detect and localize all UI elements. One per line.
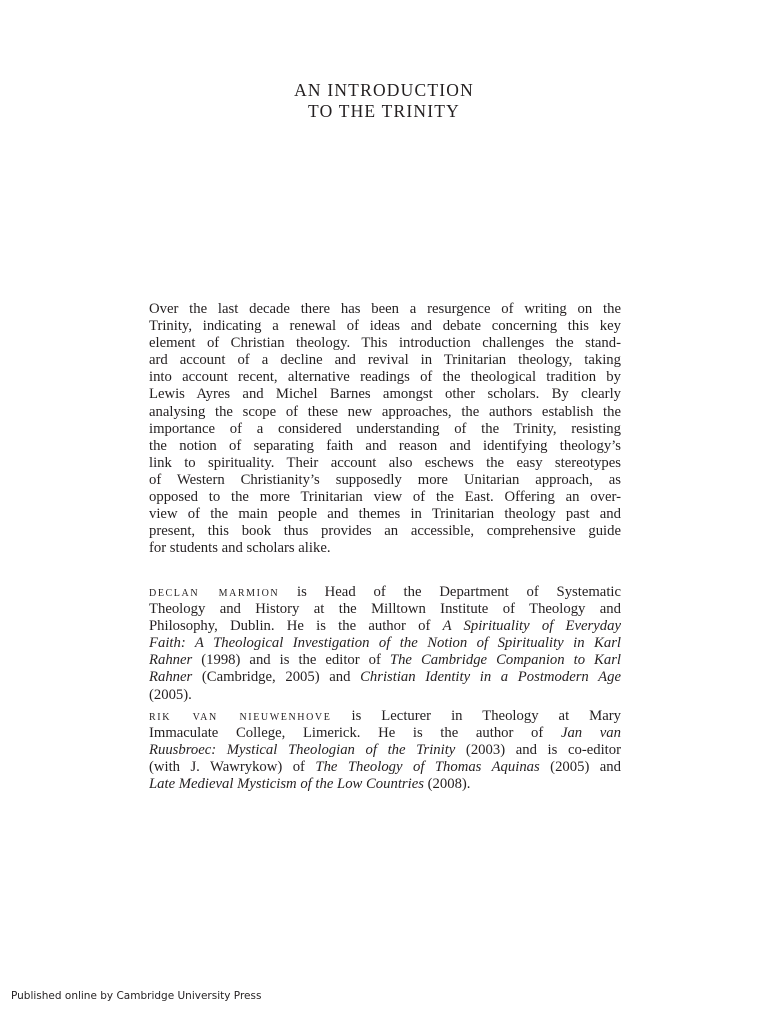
book-title-ref: Christian Identity in a Postmodern Age xyxy=(360,669,621,686)
blurb-line: present, this book thus provides an accessible, comprehensive guide xyxy=(149,523,621,540)
bio-line xyxy=(149,725,621,742)
blurb-line: Trinity, indicating a renewal of ideas and debate concerning this key xyxy=(149,318,621,335)
bio-text: Immaculate College, Limerick. He is the author of xyxy=(149,725,561,742)
book-title-line-2: TO THE TRINITY xyxy=(308,101,460,121)
bio-line xyxy=(149,742,621,759)
bio-text: (2005) and xyxy=(539,759,621,776)
publisher-footer: Published online by Cambridge University Press xyxy=(11,990,262,1002)
author-name: rik van nieuwenhove xyxy=(149,708,332,724)
bio-line xyxy=(149,669,621,686)
bio-line xyxy=(149,708,621,725)
blurb-line: view of the main people and themes in Trinitarian theology past and xyxy=(149,506,621,523)
blurb-line: ard account of a decline and revival in Trinitarian theology, taking xyxy=(149,352,621,369)
bio-line xyxy=(149,635,621,652)
bio-text: (2008). xyxy=(423,776,471,793)
blurb-line: of Western Christianity’s supposedly more Unitarian approach, as xyxy=(149,471,621,488)
bio-line xyxy=(149,776,621,793)
blurb-line: importance of a considered understanding of the Trinity, resisting xyxy=(149,420,621,437)
blurb-line: Over the last decade there has been a resurgence of writing on the xyxy=(149,301,621,317)
book-title-ref: The Cambridge Companion to Karl xyxy=(389,652,621,669)
blurb-line: Lewis Ayres and Michel Barnes amongst other scholars. By clearly xyxy=(149,386,621,403)
bio-text: (1998) and is the editor of xyxy=(192,652,390,669)
blurb-line: into account recent, alternative readings of the theological tradition by xyxy=(149,369,621,386)
bio-text: is Head of the Department of Systematic xyxy=(279,584,621,600)
bio-line xyxy=(149,584,621,601)
book-title-ref: Late Medieval Mysticism of the Low Countries xyxy=(149,776,424,793)
bio-text: (2003) and is co-editor xyxy=(455,742,621,759)
bio-text: is Lecturer in Theology at Mary xyxy=(331,708,621,724)
blurb-line: element of Christian theology. This introduction challenges the stand- xyxy=(149,335,621,352)
blurb-line: for students and scholars alike. xyxy=(149,540,331,557)
bio-line xyxy=(149,759,621,776)
book-title-ref: Jan van xyxy=(560,725,621,742)
author-bio-nieuwenhove xyxy=(149,708,621,793)
blurb-line: analysing the scope of these new approaches, the authors establish the xyxy=(149,403,621,420)
bio-line: (2005). xyxy=(149,686,192,703)
blurb-line: the notion of separating faith and reason and identifying theology’s xyxy=(149,437,621,454)
bio-line xyxy=(149,618,621,635)
bio-line xyxy=(149,652,621,669)
author-name: declan marmion xyxy=(149,584,280,600)
book-title-ref: The Theology of Thomas Aquinas xyxy=(315,759,540,776)
bio-text: (Cambridge, 2005) and xyxy=(192,669,361,686)
blurb-line: opposed to the more Trinitarian view of the East. Offering an over- xyxy=(149,489,621,506)
bio-line: Theology and History at the Milltown Institute of Theology and xyxy=(149,601,621,618)
book-title xyxy=(0,80,768,122)
blurb-line: link to spirituality. Their account also eschews the easy stereotypes xyxy=(149,454,621,471)
book-title-ref: Faith: A Theological Investigation of the Notion of Spirituality in Karl xyxy=(149,635,621,652)
book-title-line-1: AN INTRODUCTION xyxy=(294,80,474,100)
book-title-ref: A Spirituality of Everyday xyxy=(442,618,621,635)
book-title-ref: Rahner xyxy=(149,669,193,686)
bio-text: (with J. Wawrykow) of xyxy=(149,759,316,776)
bio-text: Philosophy, Dublin. He is the author of xyxy=(149,618,443,635)
book-title-ref: Ruusbroec: Mystical Theologian of the Trinity xyxy=(149,742,456,759)
book-blurb xyxy=(149,301,621,557)
author-bio-marmion xyxy=(149,584,621,704)
book-title-ref: Rahner xyxy=(149,652,193,669)
